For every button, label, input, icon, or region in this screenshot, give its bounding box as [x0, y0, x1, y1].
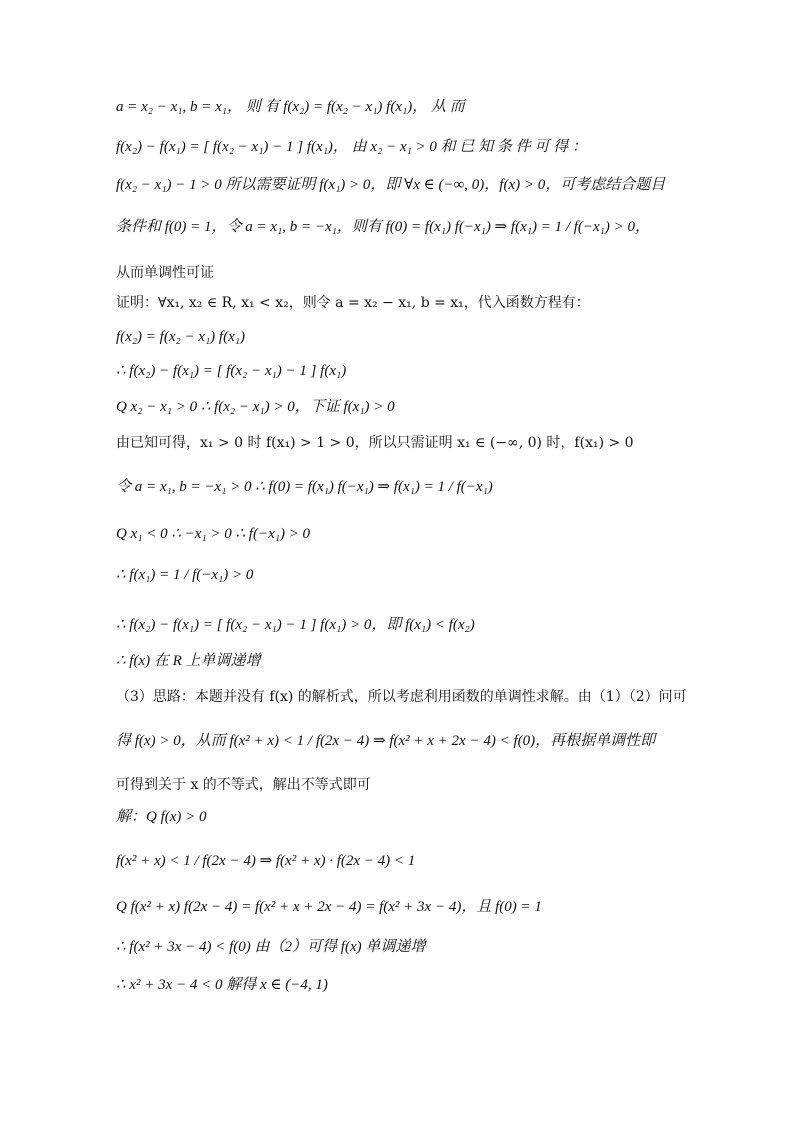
line-4: 条件和 f(0) = 1，令 a = x₁, b = −x₁，则有 f(0) = f(x₁) f(−x₁) ⇒ f(x₁) = 1 / f(−x₁) > 0，: [116, 219, 651, 235]
line-10: 由已知可得，x₁ > 0 时 f(x₁) > 1 > 0，所以只需证明 x₁ ∈ (−∞, 0) 时，f(x₁) > 0: [116, 435, 634, 451]
line-13: ∴ f(x₁) = 1 / f(−x₁) > 0: [116, 567, 254, 583]
line-19: 解：Q f(x) > 0: [116, 809, 207, 825]
line-15: ∴ f(x) 在 R 上单调递增: [116, 653, 261, 669]
line-12: Q x₁ < 0 ∴ −x₁ > 0 ∴ f(−x₁) > 0: [116, 526, 311, 542]
line-1: a = x₂ − x₁, b = x₁， 则 有 f(x₂) = f(x₂ − x₁) f(x₁)， 从 而: [116, 99, 465, 115]
line-14: ∴ f(x₂) − f(x₁) = [ f(x₂ − x₁) − 1 ] f(x₁) > 0，即 f(x₁) < f(x₂): [116, 617, 475, 633]
line-18: 可得到关于 x 的不等式，解出不等式即可: [116, 777, 371, 793]
line-22: ∴ f(x² + 3x − 4) < f(0) 由（2）可得 f(x) 单调递增: [116, 939, 426, 955]
line-2: f(x₂) − f(x₁) = [ f(x₂ − x₁) − 1 ] f(x₁)， 由 x₂ − x₁ > 0 和 已 知 条 件 可 得 ：: [116, 139, 587, 155]
line-20: f(x² + x) < 1 / f(2x − 4) ⇒ f(x² + x) · f(2x − 4) < 1: [116, 853, 416, 869]
line-8: ∴ f(x₂) − f(x₁) = [ f(x₂ − x₁) − 1 ] f(x₁): [116, 363, 347, 379]
line-3: f(x₂ − x₁) − 1 > 0 所以需要证明 f(x₁) > 0，即 ∀x ∈ (−∞, 0)，f(x) > 0，可考虑结合题目: [116, 177, 666, 193]
line-23: ∴ x² + 3x − 4 < 0 解得 x ∈ (−4, 1): [116, 977, 328, 993]
line-6: 证明：∀x₁, x₂ ∈ R, x₁ < x₂，则令 a = x₂ − x₁, b = x₁，代入函数方程有：: [116, 295, 590, 311]
line-5: 从而单调性可证: [116, 265, 214, 281]
line-21: Q f(x² + x) f(2x − 4) = f(x² + x + 2x − 4) = f(x² + 3x − 4)，且 f(0) = 1: [116, 899, 542, 915]
line-16: （3）思路：本题并没有 f(x) 的解析式，所以考虑利用函数的单调性求解。由（1）（2）问可: [116, 689, 687, 705]
line-9: Q x₂ − x₁ > 0 ∴ f(x₂ − x₁) > 0，下证 f(x₁) > 0: [116, 399, 395, 415]
line-7: f(x₂) = f(x₂ − x₁) f(x₁): [116, 329, 245, 345]
line-17: 得 f(x) > 0，从而 f(x² + x) < 1 / f(2x − 4) ⇒ f(x² + x + 2x − 4) < f(0)，再根据单调性即: [116, 733, 656, 749]
line-11: 令 a = x₁, b = −x₁ > 0 ∴ f(0) = f(x₁) f(−x₁) ⇒ f(x₁) = 1 / f(−x₁): [116, 479, 493, 495]
